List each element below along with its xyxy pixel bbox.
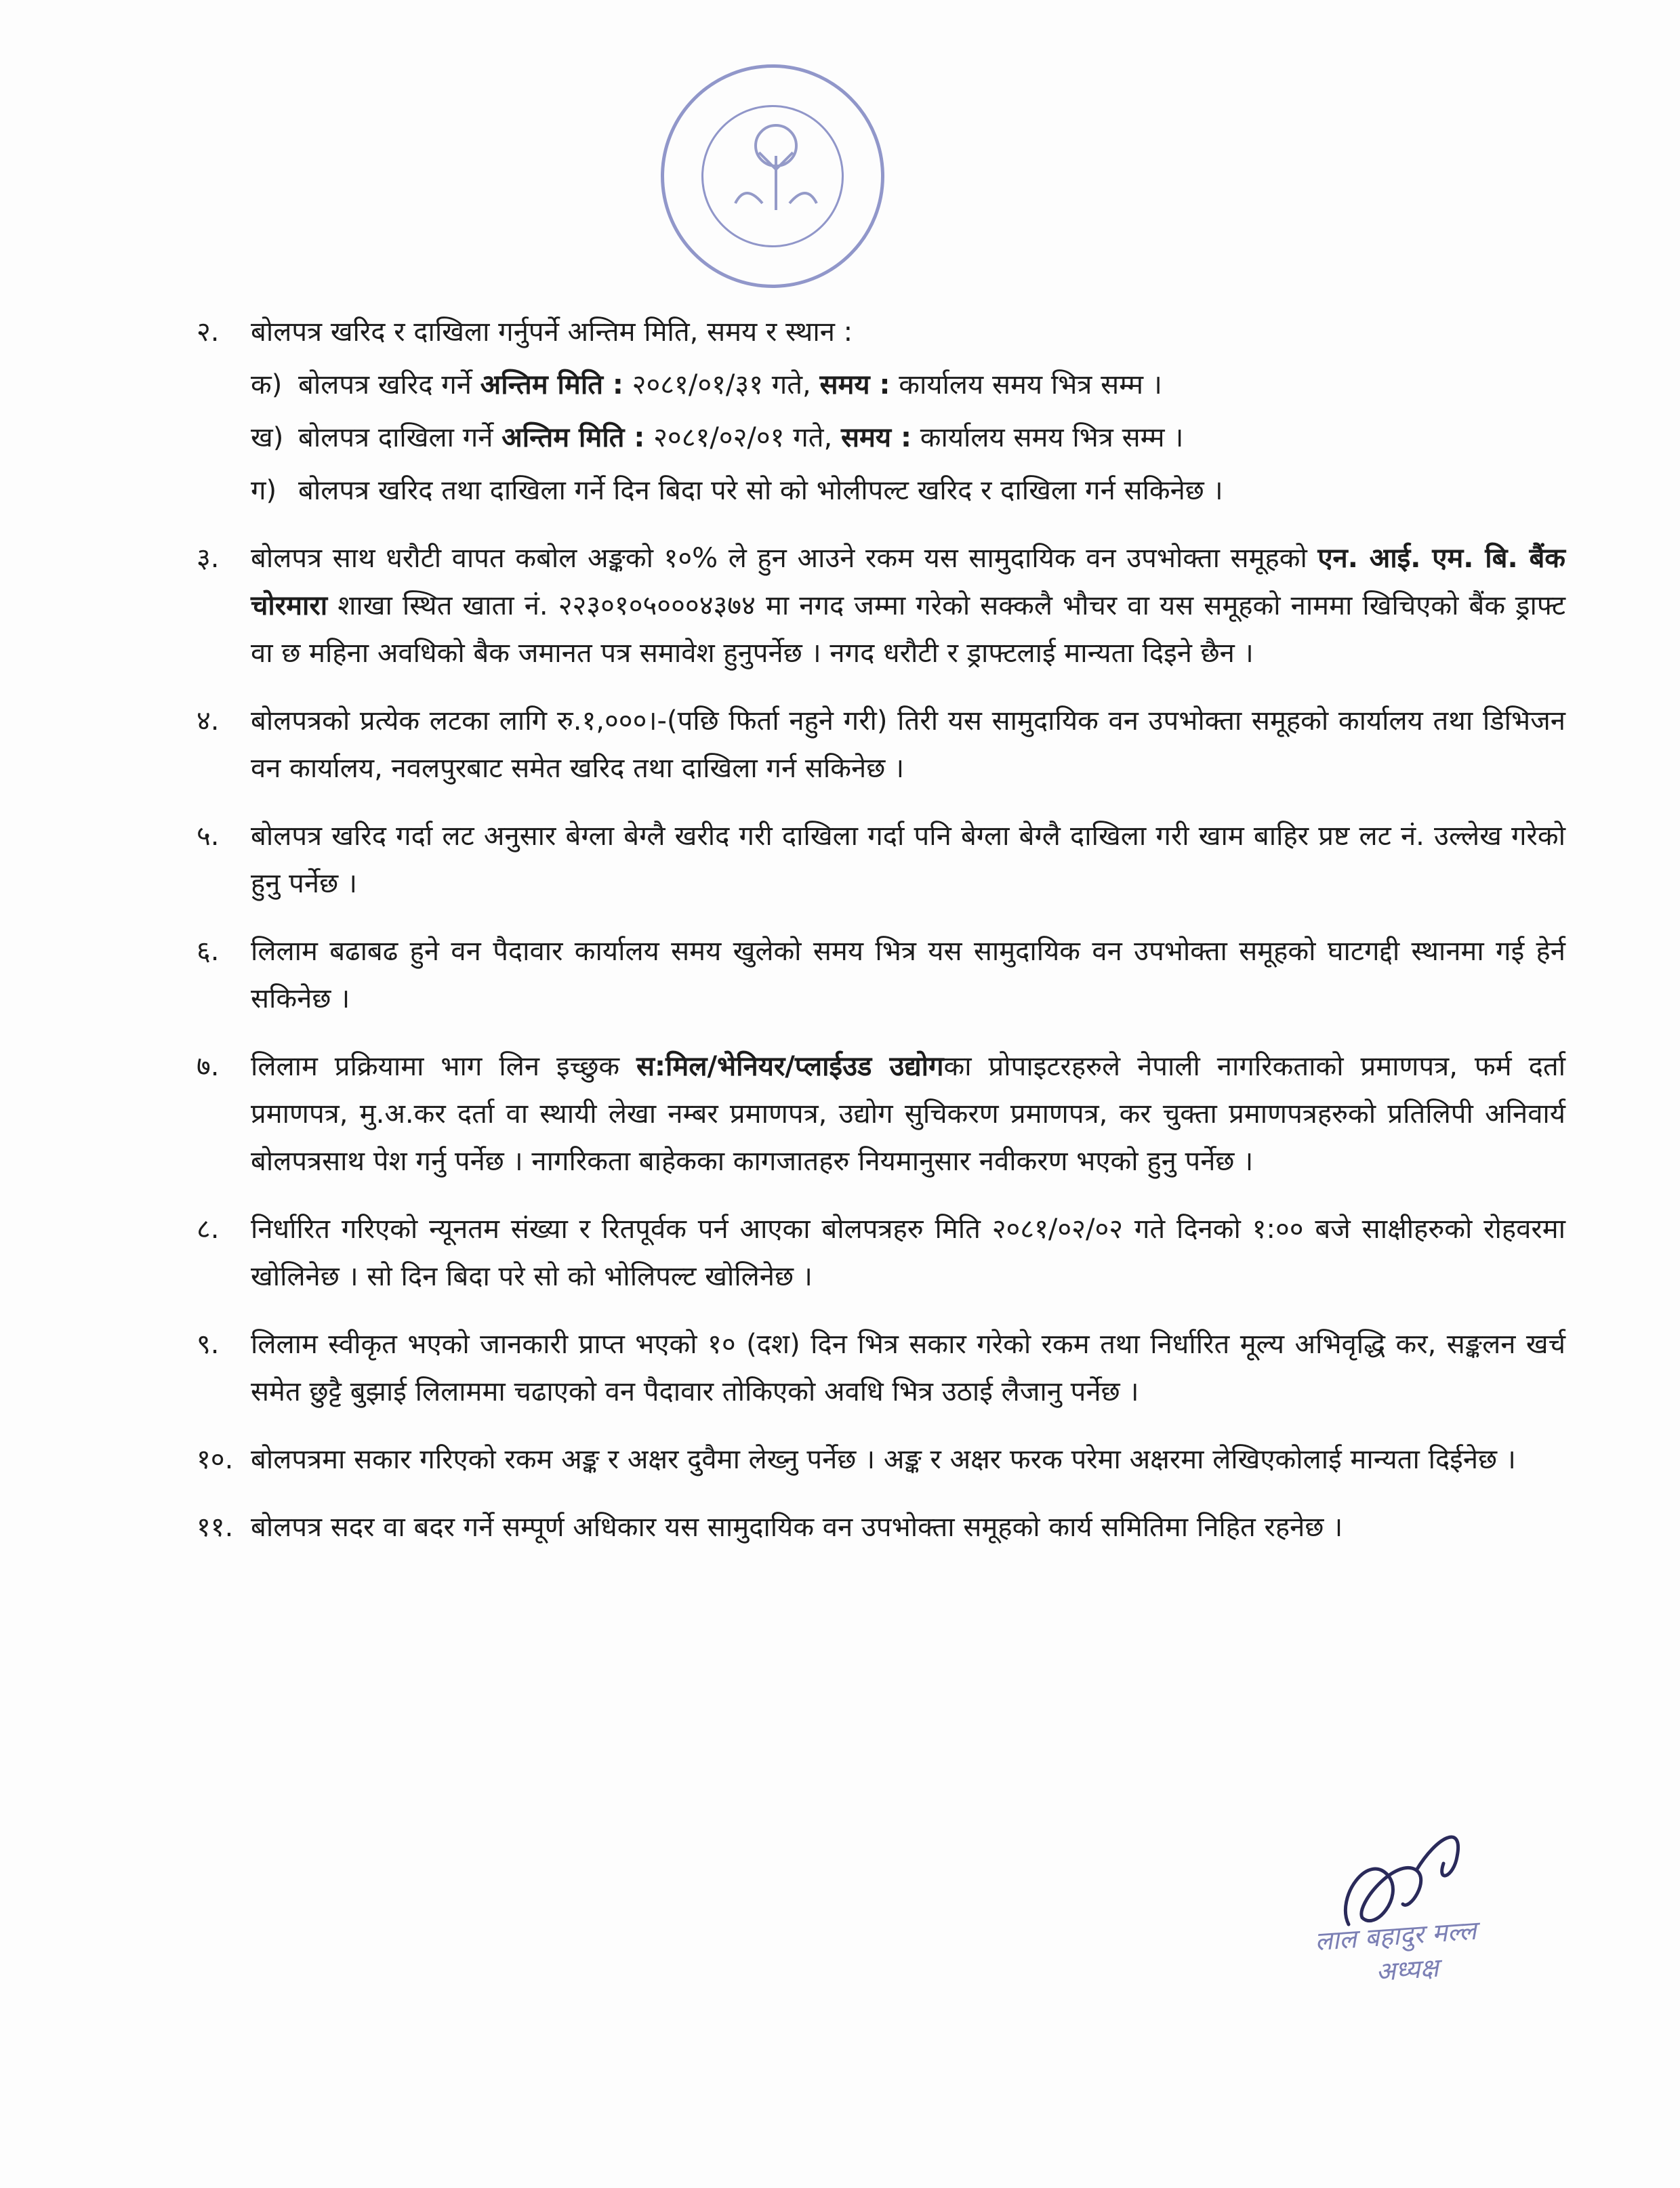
time-label: समय : <box>819 369 890 400</box>
subclause-label: क) <box>251 369 283 400</box>
signatory-name: लाल बहादुर मल्ल <box>1313 1915 1477 1957</box>
clause-number: ९. <box>197 1329 220 1360</box>
subclause-ga <box>251 467 1565 514</box>
clause-number: ४. <box>197 705 220 737</box>
clause-number: ८. <box>197 1214 220 1245</box>
clause-6 <box>197 928 1565 1023</box>
clause-number: १०. <box>197 1444 234 1475</box>
clause-number: ६. <box>197 936 220 967</box>
clause-text: बोलपत्र सदर वा बदर गर्ने सम्पूर्ण अधिकार यस सामुदायिक वन उपभोक्ता समूहको कार्य समितिमा निहित रहनेछ । <box>251 1512 1343 1543</box>
clause-9 <box>197 1321 1565 1416</box>
bank-name: एन. आई. एम. बि. बैंक चोरमारा <box>251 543 1566 621</box>
subclause-label: ख) <box>251 422 284 453</box>
document-body <box>197 308 1565 1571</box>
clause-10 <box>197 1436 1565 1483</box>
clause-text: लिलाम स्वीकृत भएको जानकारी प्राप्त भएको १० (दश) दिन भित्र सकार गरेको रकम तथा निर्धारित मूल्य अभिवृद्धि कर, सङ्कलन खर्च समेत छुट्टै बुझाई लिलाममा चढाएको वन पैदावार तोकिएको अवधि भित्र उठाई लैजानु पर्नेछ । <box>251 1329 1565 1407</box>
clause-text: लिलाम बढाबढ हुने वन पैदावार कार्यालय समय खुलेको समय भित्र यस सामुदायिक वन उपभोक्ता समूहको घाटगद्दी स्थानमा गई हेर्न सकिनेछ । <box>251 936 1565 1014</box>
clause-text: बोलपत्रको प्रत्येक लटका लागि रु.१,०००।-(पछि फिर्ता नहुने गरी) तिरी यस सामुदायिक वन उपभोक्ता समूहको कार्यालय तथा डिभिजन वन कार्यालय, नवलपुरबाट समेत खरिद तथा दाखिला गर्न सकिनेछ । <box>251 705 1565 784</box>
clause-number: २. <box>197 316 220 348</box>
clause-text: बोलपत्र साथ धरौटी वापत कबोल अङ्कको १०% ले हुन आउने रकम यस सामुदायिक वन उपभोक्ता समूहको <box>251 543 1307 574</box>
deadline-date: २०८१/०२/०१ गते, <box>653 422 833 453</box>
clause-text-cont: का प्रोपाइटरहरुले नेपाली नागरिकताको प्रमाणपत्र, फर्म दर्ता प्रमाणपत्र, मु.अ.कर दर्ता वा स्थायी लेखा नम्बर प्रमाणपत्र, उद्योग सुचिकरण प्रमाणपत्र, कर चुक्ता प्रमाणपत्रहरुको प्रतिलिपी अनिवार्य बोलपत्रसाथ पेश गर्नु पर्नेछ । नागरिकता बाहेकका कागजातहरु नियमानुसार नवीकरण भएको हुनु पर्नेछ । <box>251 1051 1565 1177</box>
clause-7 <box>197 1043 1565 1185</box>
deadline-date: २०८१/०१/३१ गते, <box>632 369 811 400</box>
clause-text: निर्धारित गरिएको न्यूनतम संख्या र रितपूर्वक पर्न आएका बोलपत्रहरु मिति २०८१/०२/०२ गते दिनको १:०० बजे साक्षीहरुको रोहवरमा खोलिनेछ । सो दिन बिदा परे सो को भोलिपल्ट खोलिनेछ । <box>251 1214 1565 1292</box>
organization-seal <box>661 64 884 288</box>
clause-4 <box>197 697 1565 792</box>
time-value: कार्यालय समय भित्र सम्म । <box>920 422 1184 453</box>
clause-2 <box>197 308 1565 514</box>
clause-text: बोलपत्र खरिद र दाखिला गर्नुपर्ने अन्तिम मिति, समय र स्थान : <box>251 316 853 348</box>
clause-number: ११. <box>197 1512 234 1543</box>
subclause-text: बोलपत्र खरिद गर्ने <box>298 369 472 400</box>
time-value: कार्यालय समय भित्र सम्म । <box>899 369 1162 400</box>
clause-text: बोलपत्रमा सकार गरिएको रकम अङ्क र अक्षर दुवैमा लेख्नु पर्नेछ । अङ्क र अक्षर फरक परेमा अक्षरमा लेखिएकोलाई मान्यता दिईनेछ । <box>251 1444 1516 1475</box>
clause-number: ७. <box>197 1051 220 1082</box>
clause-number: ३. <box>197 543 220 574</box>
subclause-label: ग) <box>251 475 277 506</box>
clause-text-cont: शाखा स्थित खाता नं. २२३०१०५०००४३७४ मा नगद जम्मा गरेको सक्कलै भौचर वा यस समूहको नाममा खिचिएको बैंक ड्राफ्ट वा छ महिना अवधिको बैक जमानत पत्र समावेश हुनुपर्नेछ । नगद धरौटी र ड्राफ्टलाई मान्यता दिइने छैन । <box>251 590 1565 669</box>
clause-5 <box>197 812 1565 907</box>
signatory-title: अध्यक्ष <box>1374 1952 1440 1987</box>
subclause-kha <box>251 414 1565 461</box>
clause-number: ५. <box>197 821 220 852</box>
clause-text: बोलपत्र खरिद गर्दा लट अनुसार बेग्ला बेग्लै खरीद गरी दाखिला गर्दा पनि बेग्ला बेग्लै दाखिला गरी खाम बाहिर प्रष्ट लट नं. उल्लेख गरेको हुनु पर्नेछ । <box>251 821 1565 899</box>
time-label: समय : <box>840 422 912 453</box>
clause-11 <box>197 1504 1565 1551</box>
subclause-ka <box>251 361 1565 409</box>
industry-types: स:मिल/भेनियर/प्लाईउड उद्योग <box>636 1051 944 1082</box>
clause-8 <box>197 1205 1565 1300</box>
deadline-label: अन्तिम मिति : <box>501 422 645 453</box>
subclause-text: बोलपत्र खरिद तथा दाखिला गर्ने दिन बिदा परे सो को भोलीपल्ट खरिद र दाखिला गर्न सकिनेछ । <box>298 475 1223 506</box>
deadline-label: अन्तिम मिति : <box>480 369 623 400</box>
clause-3 <box>197 535 1565 677</box>
clause-text: लिलाम प्रक्रियामा भाग लिन इच्छुक <box>251 1051 620 1082</box>
subclause-text: बोलपत्र दाखिला गर्ने <box>298 422 493 453</box>
seal-emblem-icon <box>664 68 888 291</box>
